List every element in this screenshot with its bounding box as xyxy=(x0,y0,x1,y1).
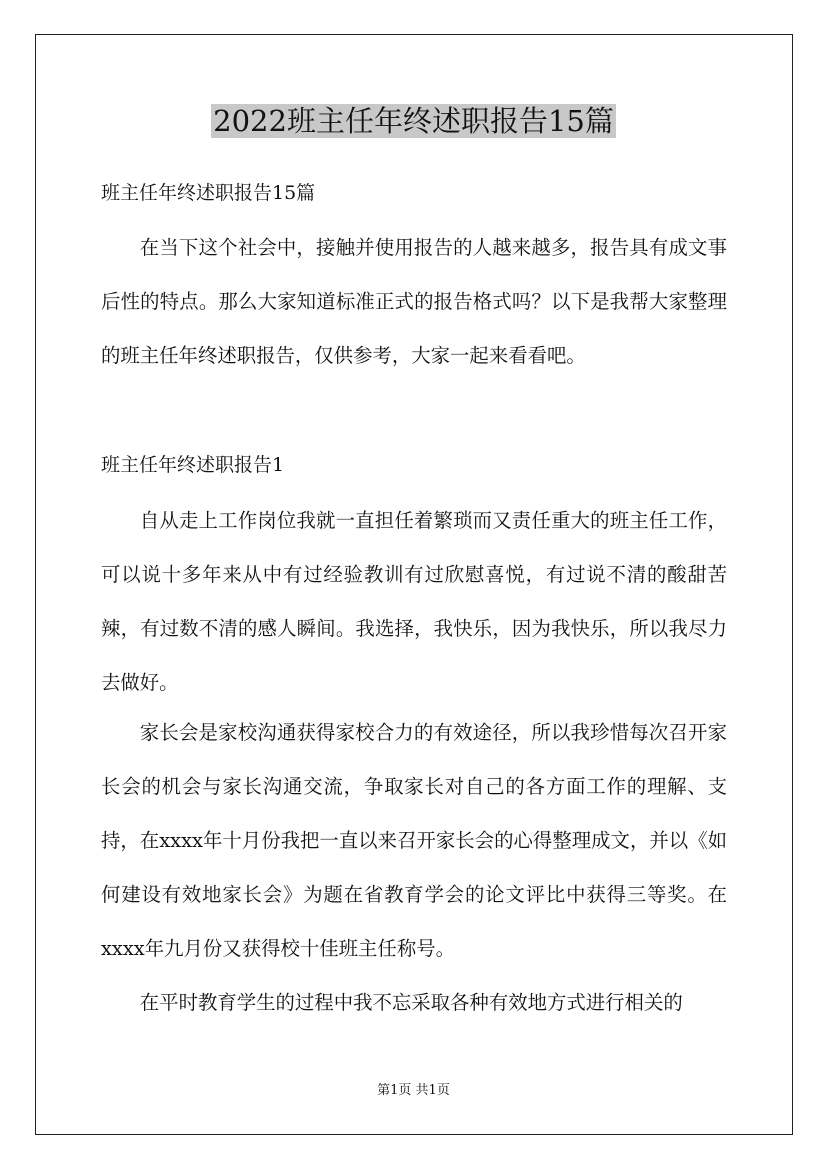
page-footer: 第1页 共1页 xyxy=(377,1083,450,1098)
document-subtitle: 班主任年终述职报告15篇 xyxy=(101,182,316,204)
body-paragraph-3: 在平时教育学生的过程中我不忘采取各种有效地方式进行相关的 xyxy=(139,991,683,1014)
document-title xyxy=(0,100,827,142)
section-heading: 班主任年终述职报告1 xyxy=(101,454,285,476)
body-paragraph-2: 家长会是家校沟通获得家校合力的有效途径，所以我珍惜每次召开家长会的机会与家长沟通交流，争取家长对自己的各方面工作的理解、支持，在xxxx年十月份我把一直以来召开家长会的心得整理成文，并以《如何建设有效地家长会》为题在省教育学会的论文评比中获得三等奖。在xxxx年九月份又获得校十佳班主任称号。 xyxy=(101,721,727,960)
document-title-text: 2022班主任年终述职报告15篇 xyxy=(213,104,614,138)
body-paragraph-1: 自从走上工作岗位我就一直担任着繁琐而又责任重大的班主任工作，可以说十多年来从中有过经验教训有过欣慰喜悦，有过说不清的酸甜苦辣，有过数不清的感人瞬间。我选择，我快乐，因为我快乐，所以我尽力去做好。 xyxy=(101,509,727,694)
intro-paragraph: 在当下这个社会中，接触并使用报告的人越来越多，报告具有成文事后性的特点。那么大家知道标准正式的报告格式吗？以下是我帮大家整理的班主任年终述职报告，仅供参考，大家一起来看看吧。 xyxy=(101,236,727,367)
